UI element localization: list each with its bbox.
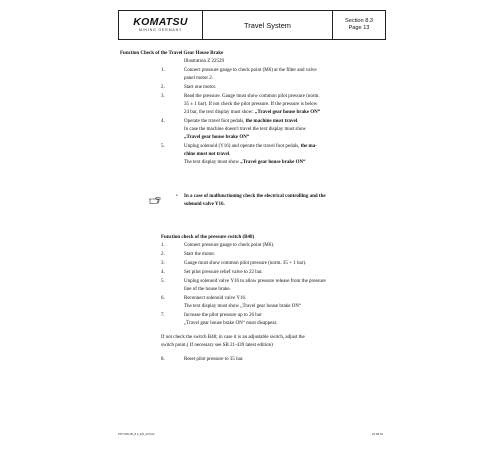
step-text: Connect pressure gauge to check point (M6). — [184, 243, 275, 248]
step-number: 1. — [161, 243, 165, 248]
step-text: „Travel gear house brake ON“ — [184, 135, 250, 140]
step-text: Reset pilot pressure to 35 bar. — [184, 357, 244, 362]
step-text: Unplug solenoid valve Y16 to allow pressure release from the pressure — [184, 279, 326, 284]
step-number: 4. — [161, 119, 165, 124]
step-number: 4. — [161, 270, 165, 275]
document-title: Travel System — [203, 11, 333, 39]
step-text: Start one motor. — [184, 85, 217, 90]
step-number: 5. — [161, 279, 165, 284]
step-text: „Travel gear house brake ON“ must disappear. — [184, 321, 278, 326]
step-text: panel motor 2. — [184, 76, 214, 81]
section-heading-house-brake: Function Check of the Travel Gear House Brake — [120, 51, 224, 56]
step-number: 6. — [161, 296, 165, 301]
step-text: Reconnect solenoid valve Y16. — [184, 296, 247, 301]
step-text: line of the house brake. — [184, 287, 231, 292]
illustration-reference: Illustration Z 22529 — [184, 59, 224, 64]
section-number: Section 8.3 — [345, 18, 373, 25]
step-number: 7. — [161, 313, 165, 318]
step-text: 24 bar, the text display must show: „Travel gear house brake ON“ — [184, 110, 321, 115]
step-text: chine must not travel. — [184, 152, 231, 157]
step-number: 2. — [161, 252, 165, 257]
step-number: 8. — [161, 357, 165, 362]
step-number: 3. — [161, 261, 165, 266]
paragraph-text: switch point.( If necessary see SB 21-439 latest edition) — [161, 343, 273, 348]
step-text: Set pilot pressure relief valve to 22 bar. — [184, 270, 263, 275]
step-text: Read the pressure. Gauge must show common pilot pressure (norm. — [184, 94, 320, 99]
step-number: 5. — [161, 144, 165, 149]
step-number: 2. — [161, 85, 165, 90]
step-text: Connect pressure gauge to check point (M6) at the filter and valve — [184, 68, 317, 73]
section-heading-pressure-switch: Function check of the pressure switch (B48) — [161, 235, 255, 240]
pointing-hand-icon — [148, 196, 162, 205]
step-text: The text display must show „Travel gear house brake ON“ — [184, 304, 302, 309]
step-text: Gauge must show common pilot pressure (norm. 35 + 1 bar). — [184, 261, 307, 266]
step-text: The text display must show „Travel gear house brake ON“ — [184, 160, 306, 165]
step-text: Increase the pilot pressure up to 26 bar — [184, 313, 262, 318]
step-text: 35 ± 1 bar). If not check the pilot pressure. If the pressure is below — [184, 102, 318, 107]
step-text: Operate the travel foot pedals, the machine must travel. — [184, 119, 299, 124]
logo-text: KOMATSU — [133, 15, 188, 28]
paragraph-text: If not check the switch B48; in case it is an adjustable switch, adjust the — [161, 335, 305, 340]
footer-document-code: PPY-530-08_8.3_EN_A23.00 — [118, 432, 155, 436]
step-number: 3. — [161, 94, 165, 99]
logo-subtext: MINING GERMANY — [138, 28, 183, 33]
step-text: In case the machine doesn't travel the text display must show — [184, 127, 306, 132]
step-text: Start the motor. — [184, 252, 215, 257]
step-text: Unplug solenoid (Y16) and operate the travel foot pedals, the ma- — [184, 144, 317, 149]
page-number: Page 13 — [348, 25, 370, 31]
note-text: solenoid valve Y16. — [184, 202, 225, 207]
bullet-icon: • — [176, 194, 178, 199]
step-number: 1. — [161, 68, 165, 73]
footer-date: 24.08.02 — [372, 432, 383, 436]
note-text: In a case of malfunctioning check the electrical controlling and the — [184, 194, 326, 199]
